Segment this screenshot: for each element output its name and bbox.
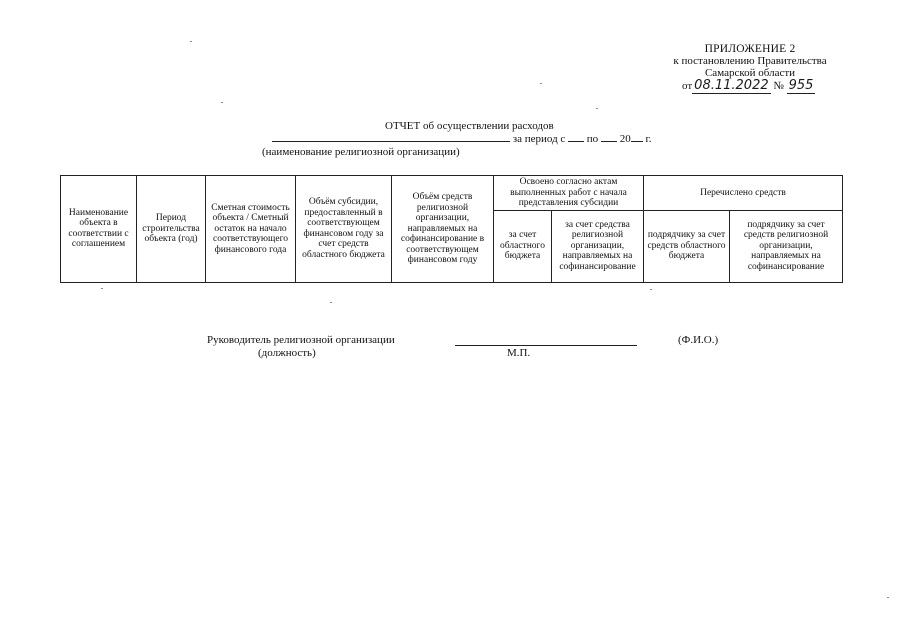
header-group-mastered: Освоено согласно актам выполненных работ с начала представления субсидии — [494, 176, 644, 211]
scan-speck — [190, 41, 192, 42]
header-mastered-org: за счет средства религиозной организации, направляемых на софинансирование — [552, 210, 644, 282]
header-org-funds: Объём средств религиозной организации, направляемых на софинансирование в соответствующем финансовом году — [392, 176, 494, 283]
appendix-line-1: к постановлению Правительства — [673, 55, 827, 67]
signature-line — [455, 345, 637, 346]
scan-speck — [650, 289, 652, 290]
signature-position-caption: (должность) — [258, 347, 316, 359]
period-from-blank — [568, 131, 584, 142]
scan-speck — [330, 302, 332, 303]
decree-number: 955 — [788, 78, 814, 93]
scan-speck — [540, 83, 542, 84]
scan-speck — [887, 597, 889, 598]
appendix-title: ПРИЛОЖЕНИЕ 2 — [704, 43, 796, 55]
header-group-transferred: Перечислено средств — [644, 176, 843, 211]
report-title: ОТЧЕТ об осуществлении расходов — [385, 120, 554, 132]
period-to-label: по — [586, 133, 599, 145]
header-object-name: Наименование объекта в соответствии с соглашением — [61, 176, 137, 283]
scan-speck — [101, 288, 103, 289]
period-year-blank — [631, 131, 643, 142]
header-estimated-cost: Сметная стоимость объекта / Сметный остаток на начало соответствующего финансового года — [206, 176, 296, 283]
header-subsidy-volume: Объём субсидии, предоставленный в соответствующем финансовом году за счет средств областного бюджета — [296, 176, 392, 283]
decree-date: 08.11.2022 — [694, 78, 769, 93]
header-construction-period: Период строительства объекта (год) — [137, 176, 206, 283]
period-to-blank — [601, 131, 617, 142]
table-header-row-1 — [61, 176, 843, 211]
report-table — [60, 175, 843, 283]
period-year-prefix: 20 — [619, 133, 631, 145]
decree-number-sign: № — [773, 80, 784, 92]
header-transferred-regional: подрядчику за счет средств областного бюджета — [644, 210, 730, 282]
signature-fio-caption: (Ф.И.О.) — [678, 334, 719, 346]
org-name-blank — [272, 131, 510, 142]
period-year-suffix: г. — [645, 133, 652, 145]
appendix-block — [650, 43, 850, 79]
signature-head-label: Руководитель религиозной организации — [207, 334, 395, 346]
header-transferred-org: подрядчику за счет средств религиозной организации, направляемых на софинансирование — [730, 210, 843, 282]
appendix-line-2: Самарской области — [704, 67, 796, 79]
stamp-caption: М.П. — [507, 347, 531, 359]
decree-reference — [682, 78, 815, 94]
scan-speck — [221, 102, 223, 103]
period-prefix: за период с — [512, 133, 566, 145]
scan-speck — [596, 108, 598, 109]
report-period-line — [272, 131, 651, 145]
header-mastered-regional: за счет областного бюджета — [494, 210, 552, 282]
org-name-caption: (наименование религиозной организации) — [262, 146, 460, 158]
decree-prefix: от — [682, 80, 693, 92]
